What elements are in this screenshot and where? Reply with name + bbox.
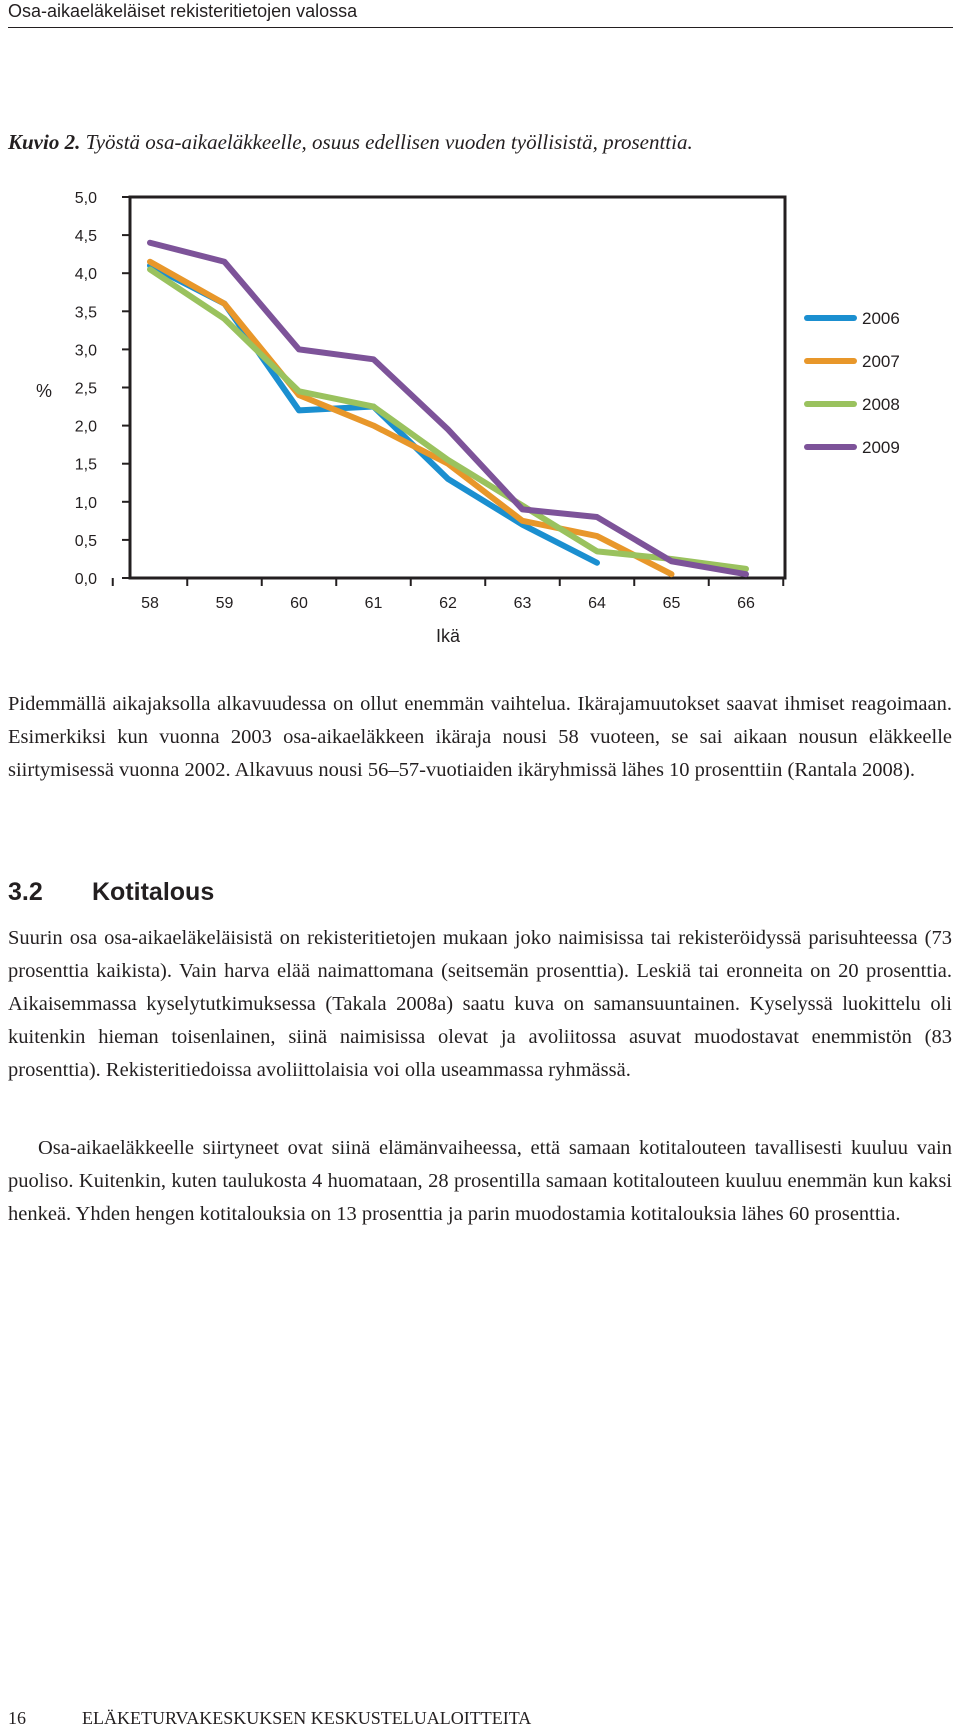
paragraph-2: Suurin osa osa-aikaeläkeläisistä on rekisteritietojen mukaan joko naimisissa tai rekisteröidyssä parisuhteessa (73 prosenttia kaikista). Vain harva elää naimattomana (seitsemän prosenttia). Leskiä tai eronneita on 20 prosenttia. Aikaisemmassa kyselytutkimuksessa (Takala 2008a) saatu kuva on samansuuntainen. Kyselyssä luokittelu oli kuitenkin hieman toisenlainen, siinä naimisissa olevat ja avoliitossa asuvat muodostavat enemmistön (83 prosenttia). Rekisteritiedoissa avoliittolaisia voi olla useammassa ryhmässä. xyxy=(8,927,952,1081)
paragraph-3: Osa-aikaeläkkeelle siirtyneet ovat siinä elämänvaiheessa, että samaan kotitalouteen tavallisesti kuuluu vain puoliso. Kuitenkin, kuten taulukosta 4 huomataan, 28 prosentilla samaan kotitalouteen kuuluu enemmän kun kaksi henkeä. Yhden hengen kotitalouksia on 13 prosenttia ja parin muodostamia kotitalouksia lähes 60 prosenttia. xyxy=(8,1137,952,1225)
y-tick-label: 4,5 xyxy=(74,228,97,246)
figure-label: Kuvio 2. xyxy=(8,130,81,154)
y-tick-label: 5,0 xyxy=(74,190,97,207)
y-axis-label: % xyxy=(35,381,53,401)
plot-frame xyxy=(130,197,785,578)
publication-name: ELÄKETURVAKESKUKSEN KESKUSTELUALOITTEITA xyxy=(82,1708,532,1728)
y-tick-label: 4,0 xyxy=(74,266,97,284)
y-tick-label: 3,5 xyxy=(74,304,97,322)
figure-caption xyxy=(8,130,693,155)
legend xyxy=(807,309,900,457)
section-number: 3.2 xyxy=(8,878,43,906)
y-tick-label: 3,0 xyxy=(74,342,97,360)
legend-label: 2006 xyxy=(862,309,900,328)
x-axis-label: Ikä xyxy=(435,626,461,646)
running-head xyxy=(8,0,953,28)
running-title: Osa-aikaeläkeläiset rekisteritietojen valossa xyxy=(8,1,358,21)
x-tick-label: 62 xyxy=(439,595,457,612)
y-tick-label: 0,0 xyxy=(74,571,97,588)
x-tick-label: 64 xyxy=(588,595,606,612)
y-tick-label: 2,5 xyxy=(74,380,97,398)
x-axis-ticks xyxy=(113,578,784,612)
y-tick-label: 1,5 xyxy=(74,456,97,474)
x-tick-label: 65 xyxy=(662,595,681,612)
section-heading xyxy=(8,878,214,907)
x-tick-label: 58 xyxy=(141,595,159,612)
y-tick-label: 0,5 xyxy=(74,532,97,550)
series-line-2009 xyxy=(150,243,746,574)
x-tick-label: 60 xyxy=(290,595,308,612)
line-chart xyxy=(0,170,960,650)
x-tick-label: 63 xyxy=(513,595,532,612)
x-tick-label: 59 xyxy=(215,595,234,612)
figure-caption-text: Työstä osa-aikaeläkkeelle, osuus edellisen vuoden työllisistä, prosenttia. xyxy=(85,130,693,154)
legend-label: 2008 xyxy=(862,395,900,414)
y-axis-ticks xyxy=(75,190,130,588)
page-footer xyxy=(8,1708,531,1729)
legend-label: 2007 xyxy=(862,352,900,371)
paragraph-1: Pidemmällä aikajaksolla alkavuudessa on ollut enemmän vaihtelua. Ikärajamuutokset saavat ihmiset reagoimaan. Esimerkiksi kun vuonna 2003 osa-aikaeläkkeen ikäraja nousi 58 vuoteen, se sai aikaan nousun eläkkeelle siirtymisessä vuonna 2002. Alkavuus nousi 56–57-vuotiaiden ikäryhmissä lähes 10 prosenttiin (Rantala 2008). xyxy=(8,693,952,781)
section-title: Kotitalous xyxy=(92,878,215,906)
y-tick-label: 1,0 xyxy=(74,494,97,512)
x-tick-label: 66 xyxy=(737,595,755,612)
series-line-2007 xyxy=(150,262,672,574)
legend-label: 2009 xyxy=(862,438,900,457)
x-tick-label: 61 xyxy=(364,595,383,612)
series-line-2008 xyxy=(150,269,746,568)
series-line-2006 xyxy=(150,266,597,563)
page-number: 16 xyxy=(8,1708,26,1728)
y-tick-label: 2,0 xyxy=(74,418,97,436)
series-lines xyxy=(150,243,746,574)
